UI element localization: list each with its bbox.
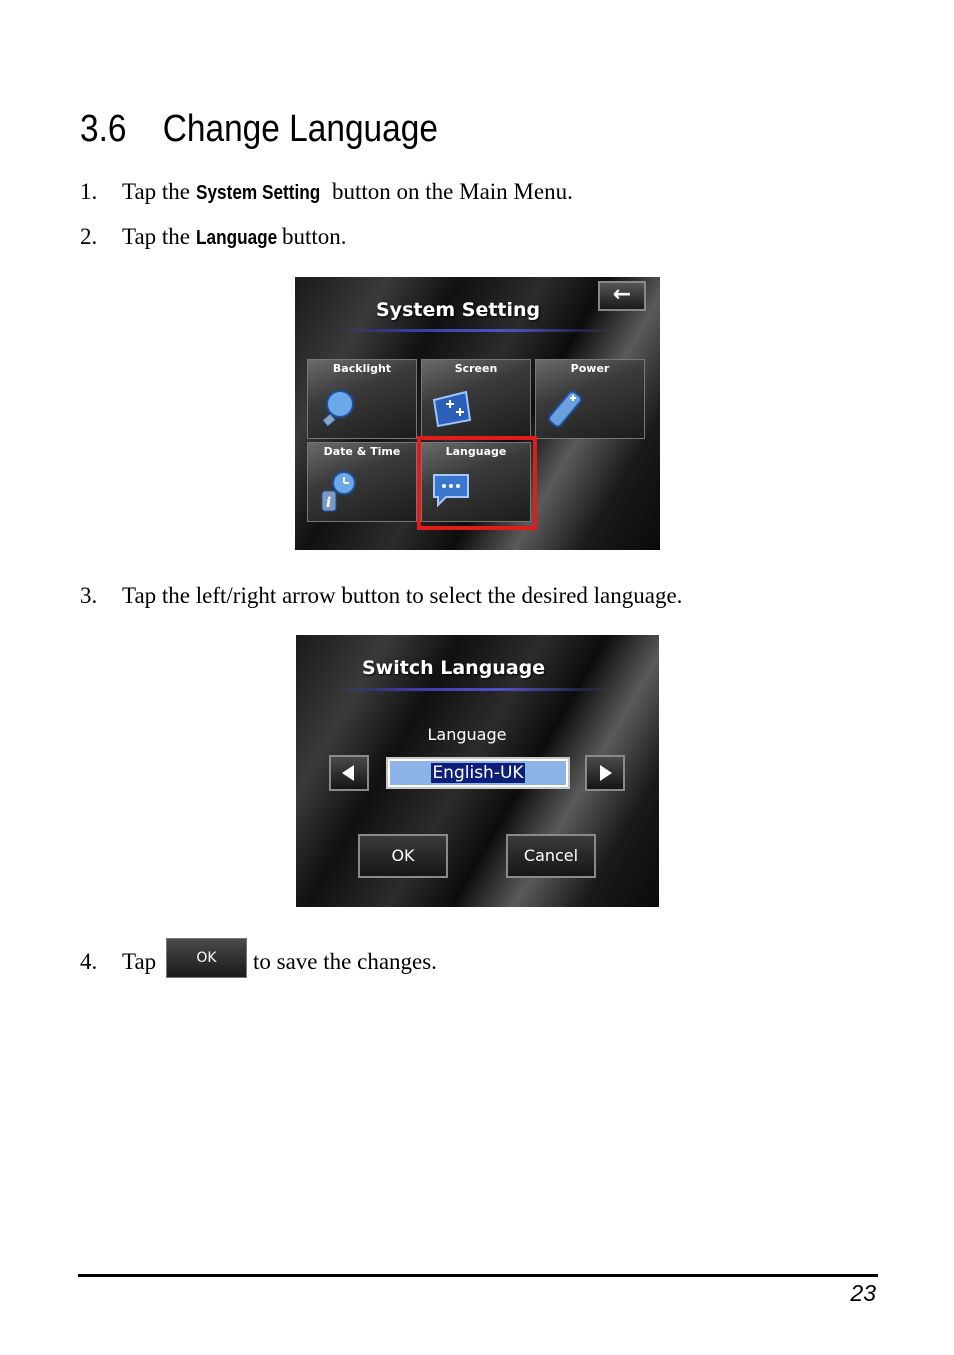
screen-calibration-icon xyxy=(430,386,474,430)
cancel-button[interactable]: Cancel xyxy=(506,834,596,878)
left-arrow-icon: ← xyxy=(612,282,632,307)
lightbulb-icon xyxy=(316,386,360,430)
title-underline xyxy=(332,688,612,691)
step-text-after: button. xyxy=(276,224,347,249)
section-number: 3.6 xyxy=(80,108,127,150)
switch-language-screenshot xyxy=(296,635,659,907)
title-underline xyxy=(335,329,615,332)
step-text-after: to save the changes. xyxy=(253,949,437,974)
next-language-button[interactable] xyxy=(585,755,625,791)
step-bold-term: Language xyxy=(195,227,277,249)
power-tile[interactable] xyxy=(535,359,645,439)
step-4 xyxy=(80,948,156,976)
left-triangle-icon xyxy=(342,765,356,781)
language-label: Language xyxy=(427,725,507,744)
step-bold-term: System Setting xyxy=(195,182,321,204)
screen-tile[interactable] xyxy=(421,359,531,439)
step-1 xyxy=(80,178,573,207)
tile-label: Language xyxy=(445,445,507,458)
tile-label: Date & Time xyxy=(323,445,401,458)
date-time-tile[interactable] xyxy=(307,442,417,522)
step-text-before: Tap the xyxy=(122,224,196,249)
ok-button-inline: OK xyxy=(166,938,247,978)
step-number: 3. xyxy=(80,583,98,608)
tile-label: Power xyxy=(570,362,610,375)
step-2 xyxy=(80,223,347,252)
tile-label: Backlight xyxy=(332,362,392,375)
step-text-after: button on the Main Menu. xyxy=(326,179,573,204)
step-3 xyxy=(80,582,682,610)
ok-button[interactable]: OK xyxy=(358,834,448,878)
step-number: 4. xyxy=(80,949,98,974)
backlight-tile[interactable] xyxy=(307,359,417,439)
screen-title: System Setting xyxy=(376,299,541,321)
language-value-field[interactable] xyxy=(386,757,570,789)
language-highlight-box xyxy=(417,436,537,530)
system-setting-screenshot xyxy=(295,277,660,550)
screen-title: Switch Language xyxy=(362,657,546,679)
tile-label: Screen xyxy=(454,362,498,375)
footer-rule xyxy=(78,1274,878,1277)
step-text-before: Tap the xyxy=(122,179,196,204)
page-number: 23 xyxy=(850,1280,876,1306)
back-button[interactable] xyxy=(598,281,646,311)
step-number: 2. xyxy=(80,224,98,249)
step-number: 1. xyxy=(80,179,98,204)
svg-text:i: i xyxy=(326,495,332,511)
step-4-continued xyxy=(253,948,437,976)
step-text: Tap the left/right arrow button to select the desired language. xyxy=(122,583,683,608)
right-triangle-icon xyxy=(598,765,612,781)
section-title: Change Language xyxy=(162,108,438,150)
battery-icon xyxy=(544,386,588,430)
step-text-before: Tap xyxy=(122,949,157,974)
previous-language-button[interactable] xyxy=(329,755,369,791)
selected-language: English-UK xyxy=(432,763,524,783)
clock-info-icon xyxy=(316,469,360,513)
section-heading xyxy=(80,108,438,151)
